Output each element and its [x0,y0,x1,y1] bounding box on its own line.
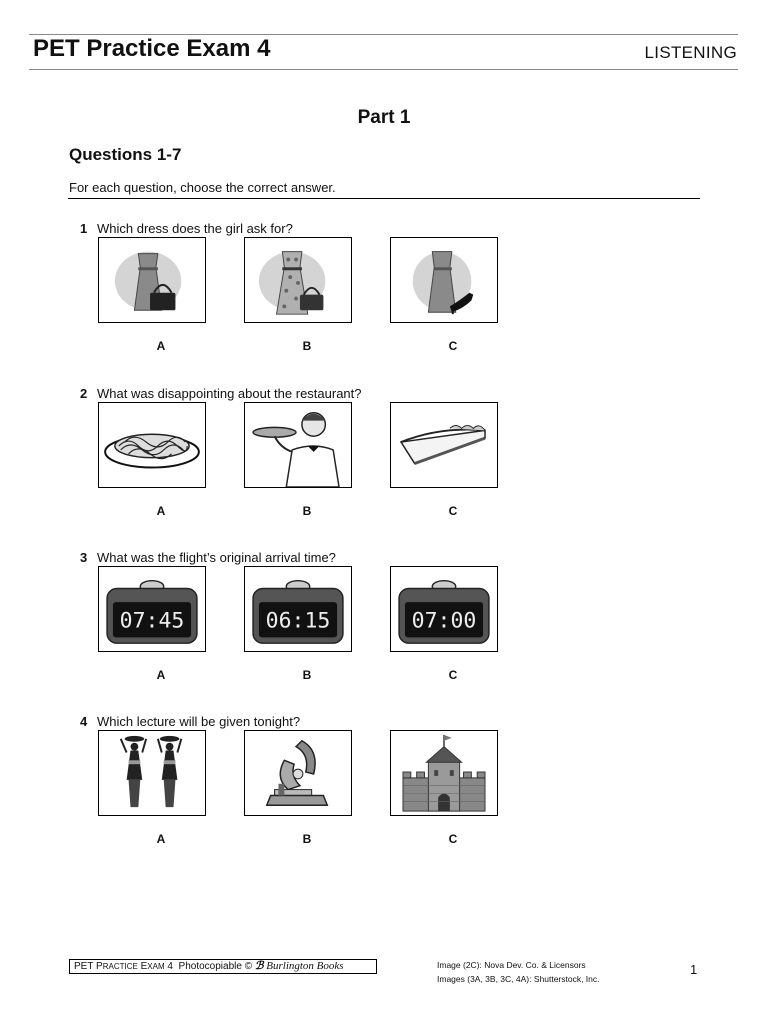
question-text: Which dress does the girl ask for? [97,221,293,236]
footer-pet-5: 4 [164,961,173,972]
question-number: 3 [80,550,88,565]
option-4a-image[interactable] [98,730,206,816]
instruction-rule [68,198,700,199]
question-text: What was disappointing about the restaurant? [97,386,362,401]
clock-time: 06:15 [265,608,331,634]
footer-pet-1: PET P [74,961,103,972]
dress-heels-icon [391,238,497,322]
option-2b-image[interactable] [244,402,352,488]
digital-clock-icon [245,567,351,651]
option-2a-image[interactable] [98,402,206,488]
option-3c-image[interactable] [390,566,498,652]
option-4c-image[interactable] [390,730,498,816]
question-text: Which lecture will be given tonight? [97,714,301,729]
option-label: A [156,504,166,518]
option-label: C [448,832,458,846]
women-carrying-baskets-icon [99,731,205,815]
digital-clock-icon [391,567,497,651]
option-1a-image[interactable] [98,237,206,323]
question-number: 4 [80,714,88,729]
option-label: B [302,504,312,518]
publisher-logo-mark: ℬ [254,960,264,972]
question-2 [0,386,768,551]
question-3 [0,550,768,715]
option-4b-image[interactable] [244,730,352,816]
section-label: LISTENING [644,43,737,62]
publisher-name: Burlington Books [266,960,344,972]
digital-clock-icon [99,567,205,651]
part-heading: Part 1 [357,107,411,128]
option-label: C [448,339,458,353]
dress-handbag-icon [99,238,205,322]
footer-photocopiable: Photocopiable © [178,961,253,972]
option-3a-image[interactable] [98,566,206,652]
option-2c-image[interactable] [390,402,498,488]
clock-time: 07:45 [119,608,185,634]
clock-time: 07:00 [411,608,477,634]
option-label: A [156,832,166,846]
option-3b-image[interactable] [244,566,352,652]
option-label: C [448,504,458,518]
question-4 [0,714,768,879]
footer-pet-3: E [137,961,148,972]
castle-icon [391,731,497,815]
microscope-icon [245,731,351,815]
page-number: 1 [690,962,698,977]
question-1 [0,221,768,386]
footer-pet-4: XAM [147,962,165,971]
credit-line: Image (2C): Nova Dev. Co. & Licensors [437,960,586,970]
credit-line: Images (3A, 3B, 3C, 4A): Shutterstock, Inc. [437,974,600,984]
option-label: B [302,668,312,682]
option-label: A [156,668,166,682]
option-1c-image[interactable] [390,237,498,323]
exam-title: PET Practice Exam 4 [33,35,271,62]
option-label: A [156,339,166,353]
footer-pet-2: RACTICE [102,962,138,971]
question-text: What was the flight’s original arrival time? [97,550,336,565]
questions-heading: Questions 1-7 [69,145,182,164]
patterned-dress-icon [245,238,351,322]
image-credits [437,958,600,986]
spaghetti-plate-icon [99,403,205,487]
publisher-logo [255,960,344,972]
option-label: C [448,668,458,682]
option-1b-image[interactable] [244,237,352,323]
waiter-icon [245,403,351,487]
footer-copyright [69,959,377,974]
question-number: 2 [80,386,88,401]
option-label: B [302,832,312,846]
pie-slice-icon [391,403,497,487]
instructions: For each question, choose the correct answer. [69,180,336,195]
header-bottom-rule [29,69,738,70]
question-number: 1 [80,221,88,236]
option-label: B [302,339,312,353]
